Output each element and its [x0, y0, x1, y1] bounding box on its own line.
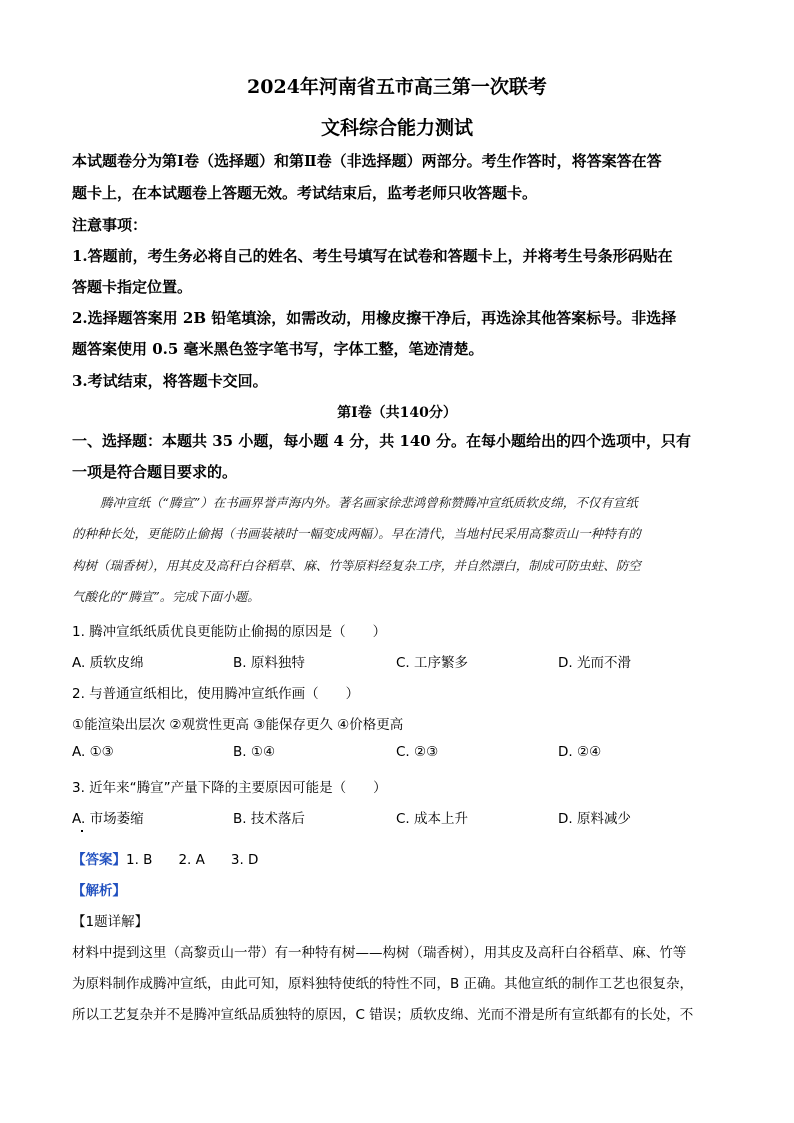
- question-2-statements: ①能渲染出层次 ②观赏性更高 ③能保存更久 ④价格更高: [72, 717, 404, 733]
- note-line-4: 题答案使用 0.5 毫米黑色签字笔书写，字体工整，笔迹清楚。: [72, 340, 484, 358]
- stray-dot: [81, 830, 83, 832]
- analysis-text-1: 材料中提到这里（高黎贡山一带）有一种特有树——构树（瑞香树），用其皮及高秆白谷稻草、麻、竹等: [72, 945, 687, 961]
- question-1-option-d: D. 光而不滑: [558, 655, 631, 671]
- question-1-option-b: B. 原料独特: [233, 655, 305, 671]
- question-3-option-a: A. 市场萎缩: [72, 811, 144, 827]
- question-1-option-a: A. 质软皮绵: [72, 655, 144, 671]
- intro-line-2: 题卡上，在本试题卷上答题无效。考试结束后，监考老师只收答题卡。: [72, 184, 538, 202]
- question-3-stem: 3. 近年来“腾宣”产量下降的主要原因可能是（ ）: [72, 780, 387, 796]
- answer-2: 2. A: [178, 852, 205, 868]
- section-instruction-1: 一、选择题：本题共 35 小题，每小题 4 分，共 140 分。在每小题给出的四个选项中，只有: [72, 432, 691, 450]
- analysis-label: 【解析】: [72, 883, 126, 899]
- exam-title: 2024年河南省五市高三第一次联考: [247, 76, 547, 98]
- question-3-option-d: D. 原料减少: [558, 811, 631, 827]
- note-line-5: 3.考试结束，将答题卡交回。: [72, 372, 268, 390]
- question-1-option-c: C. 工序繁多: [396, 655, 469, 671]
- analysis-text-3: 所以工艺复杂并不是腾冲宣纸品质独特的原因，C 错误；质软皮绵、光而不滑是所有宣纸都有的长处，不: [72, 1007, 694, 1023]
- question-2-stem: 2. 与普通宣纸相比，使用腾冲宣纸作画（ ）: [72, 686, 360, 702]
- analysis-text-2: 为原料制作成腾冲宣纸，由此可知，原料独特使纸的特性不同，B 正确。其他宣纸的制作工艺也很复杂，: [72, 976, 694, 992]
- answer-line: [72, 848, 258, 868]
- question-3-option-c: C. 成本上升: [396, 811, 469, 827]
- question-2-option-c: C. ②③: [396, 744, 439, 760]
- question-2-option-a: A. ①③: [72, 744, 114, 760]
- note-line-3: 2.选择题答案用 2B 铅笔填涂，如需改动，用橡皮擦干净后，再选涂其他答案标号。非选择: [72, 309, 677, 327]
- question-2-option-b: B. ①④: [233, 744, 276, 760]
- answer-label: 【答案】: [72, 852, 126, 868]
- notice-label: 注意事项：: [72, 216, 148, 234]
- question-1-stem: 1. 腾冲宣纸纸质优良更能防止偷揭的原因是（ ）: [72, 624, 387, 640]
- intro-line-1: 本试题卷分为第Ⅰ卷（选择题）和第Ⅱ卷（非选择题）两部分。考生作答时，将答案答在答: [72, 152, 662, 170]
- passage-line-3: 构树（瑞香树），用其皮及高秆白谷稻草、麻、竹等原料经复杂工序，并自然漂白，制成可防虫蛀、防空: [72, 558, 641, 573]
- passage-line-2: 的种种长处，更能防止偷揭（书画装裱时一幅变成两幅）。早在清代，当地村民采用高黎贡山一种特有的: [72, 526, 641, 541]
- section-title: 第Ⅰ卷（共140分）: [337, 405, 457, 421]
- detail-label: 【1题详解】: [72, 914, 149, 930]
- note-line-1: 1.答题前，考生务必将自己的姓名、考生号填写在试卷和答题卡上，并将考生号条形码贴在: [72, 247, 673, 265]
- section-instruction-2: 一项是符合题目要求的。: [72, 463, 238, 481]
- question-2-option-d: D. ②④: [558, 744, 602, 760]
- analysis-line: [72, 879, 126, 899]
- question-3-option-b: B. 技术落后: [233, 811, 305, 827]
- exam-subtitle: 文科综合能力测试: [320, 117, 473, 139]
- passage-line-4: 气酸化的“腾宣”。完成下面小题。: [72, 589, 260, 604]
- answer-3: 3. D: [230, 852, 259, 868]
- passage-line-1: 腾冲宣纸（“腾宣”）在书画界誉声海内外。著名画家徐悲鸿曾称赞腾冲宣纸质软皮绵，不仅有宣纸: [100, 495, 638, 510]
- answer-1: 1. B: [126, 852, 153, 868]
- note-line-2: 答题卡指定位置。: [72, 278, 193, 296]
